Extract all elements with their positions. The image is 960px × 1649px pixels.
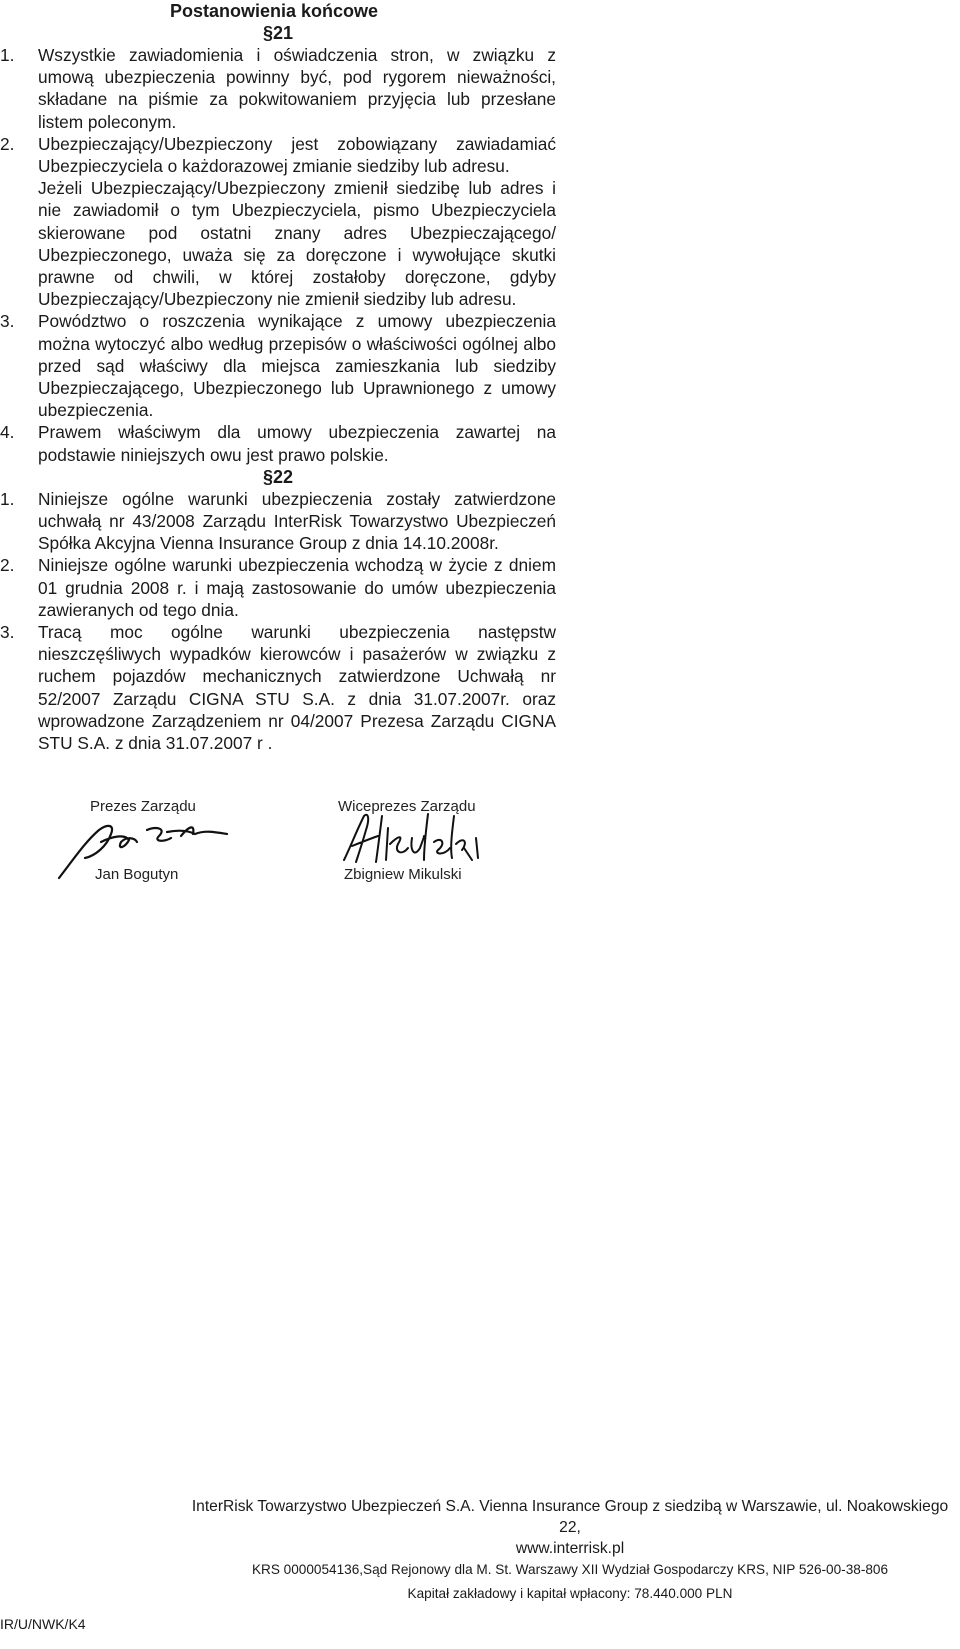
main-text-column [0, 0, 556, 754]
signature-title: Wiceprezes Zarządu [338, 798, 476, 815]
footer-registry-info [220, 1558, 920, 1606]
section22-item-2 [0, 554, 556, 621]
item-paragraph: Tracą moc ogólne warunki ubezpieczenia następstw nieszczęśliwych wypadków kierowców i pasażerów w związku z ruchem pojazdów mechanicznych zatwierdzone Uchwałą nr 52/2007 Zarządu CIGNA STU S.A. z dnia 31.07.2007r. oraz wprowadzone Zarządzeniem nr 04/2007 Prezesa Zarządu CIGNA STU S.A. z dnia 31.07.2007 r . [38, 622, 556, 754]
section22-item-1 [0, 488, 556, 555]
footer-company-line: InterRisk Towarzystwo Ubezpieczeń S.A. Vienna Insurance Group z siedzibą w Warszawie, ul. Noakowskiego 22, [191, 1498, 949, 1536]
signatures-area [0, 798, 556, 898]
item-paragraph: Niniejsze ogólne warunki ubezpieczenia zostały zatwierdzone uchwałą nr 43/2008 Zarządu InterRisk Towarzystwo Ubezpieczeń Spółka Akcyjna Vienna Insurance Group z dnia 14.10.2008r. [38, 488, 556, 554]
footer-website-link[interactable]: www.interrisk.pl [515, 1540, 625, 1557]
section21-item-2 [0, 133, 556, 311]
item-paragraph: Jeżeli Ubezpieczający/Ubezpieczony zmienił siedzibę lub adres i nie zawiadomił o tym Ubezpieczyciela, pismo Ubezpieczyciela skierowane pod ostatni znany adres Ubezpieczającego/ Ubezpieczonego, uważa się za doręczone i wywołujące skutki prawne od chwili, w której zostałoby doręczone, gdyby Ubezpieczający/Ubezpieczony nie zmienił siedziby lub adresu. [38, 178, 556, 310]
item-number: 2. [0, 133, 15, 154]
footer-company-info [180, 1496, 960, 1559]
handwritten-signature-image [338, 808, 488, 870]
item-number: 3. [0, 622, 15, 643]
signature-title: Prezes Zarządu [90, 798, 196, 815]
footer-registry-line: KRS 0000054136,Sąd Rejonowy dla M. St. Warszawy XII Wydział Gospodarczy KRS, NIP 526-00-38-806 [251, 1562, 889, 1577]
item-number: 4. [0, 422, 15, 443]
item-paragraph: Niniejsze ogólne warunki ubezpieczenia wchodzą w życie z dniem 01 grudnia 2008 r. i mają zastosowanie do umów ubezpieczenia zawieranych od tego dnia. [38, 555, 556, 620]
document-code: IR/U/NWK/K4 [0, 1616, 86, 1632]
item-paragraph: Prawem właściwym dla umowy ubezpieczenia zawartej na podstawie niniejszych owu jest prawo polskie. [38, 422, 556, 465]
section-heading: Postanowienia końcowe [169, 1, 379, 21]
item-number: 2. [0, 555, 15, 576]
item-paragraph: Powództwo o roszczenia wynikające z umowy ubezpieczenia można wytoczyć albo według przepisów o właściwości ogólnej albo przed sąd właściwy dla miejsca zamieszkania lub siedziby Ubezpieczającego, Ubezpieczonego lub Uprawnionego z umowy ubezpieczenia. [38, 311, 556, 421]
section22-item-3 [0, 621, 556, 754]
item-number: 1. [0, 488, 15, 509]
item-number: 1. [0, 45, 15, 65]
section21-item-4 [0, 421, 556, 465]
item-number: 3. [0, 311, 15, 332]
item-paragraph: Wszystkie zawiadomienia i oświadczenia stron, w związku z umową ubezpieczenia powinny być, pod rygorem nieważności, składane na piśmie za pokwitowaniem przyjęcia lub przesłane listem poleconym. [38, 45, 556, 132]
footer-capital-line: Kapitał zakładowy i kapitał wpłacony: 78.440.000 PLN [407, 1586, 733, 1601]
signature-name: Zbigniew Mikulski [344, 866, 462, 883]
section21-item-1 [0, 44, 556, 133]
section-mark-22: §22 [262, 466, 294, 487]
signature-name: Jan Bogutyn [95, 866, 179, 883]
section-mark-21: §21 [262, 23, 294, 43]
item-paragraph: Ubezpieczający/Ubezpieczony jest zobowiązany zawiadamiać Ubezpieczyciela o każdorazowej zmianie siedziby lub adresu. [38, 133, 556, 177]
section21-item-3 [0, 310, 556, 421]
